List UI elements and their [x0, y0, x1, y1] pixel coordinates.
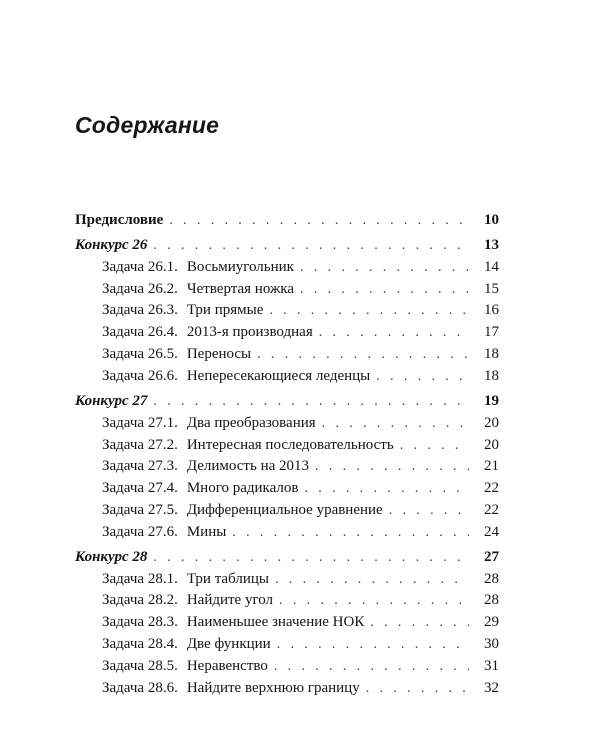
toc-entry-label: Конкурс 27 — [75, 392, 148, 409]
task-number: Задача 27.2. — [102, 436, 178, 453]
task-title: Наименьшее значение НОК — [186, 614, 365, 631]
dot-leader — [400, 435, 469, 457]
task-number: Задача 27.3. — [102, 458, 178, 475]
toc-entry-task[interactable] — [75, 344, 499, 366]
toc-entry-task[interactable] — [75, 366, 499, 388]
task-number: Задача 27.4. — [102, 480, 178, 497]
task-title: Непересекающиеся леденцы — [186, 367, 371, 384]
toc-entry-task[interactable] — [75, 656, 499, 678]
toc-entry-task[interactable] — [75, 569, 499, 591]
toc-entry-contest-27[interactable] — [75, 391, 499, 413]
toc-entry-task[interactable] — [75, 456, 499, 478]
task-title: Мины — [186, 523, 227, 540]
task-number: Задача 28.4. — [102, 636, 178, 653]
toc-entry-task[interactable] — [75, 634, 499, 656]
dot-leader — [389, 500, 469, 522]
page-number: 14 — [484, 258, 499, 275]
task-title: Много радикалов — [186, 480, 299, 497]
dot-leader — [153, 391, 469, 413]
page-number: 30 — [484, 636, 499, 653]
dot-leader — [153, 547, 469, 569]
toc-entry-label: Конкурс 26 — [75, 237, 148, 254]
page-number: 22 — [484, 480, 499, 497]
dot-leader — [300, 257, 469, 279]
page-number: 20 — [484, 436, 499, 453]
task-title: Дифференциальное уравнение — [186, 501, 383, 518]
task-title: 2013-я производная — [186, 324, 313, 341]
dot-leader — [300, 279, 469, 301]
toc-entry-label: Конкурс 28 — [75, 548, 148, 565]
page-number: 18 — [484, 346, 499, 363]
toc-entry-label: Предисловие — [75, 212, 164, 228]
table-of-contents — [75, 210, 499, 699]
toc-entry-task[interactable] — [75, 413, 499, 435]
toc-entry-task[interactable] — [75, 522, 499, 544]
task-number: Задача 28.6. — [102, 679, 178, 696]
toc-entry-contest-26[interactable] — [75, 235, 499, 257]
task-title: Найдите верхнюю границу — [186, 679, 360, 696]
task-title: Четвертая ножка — [186, 280, 295, 297]
dot-leader — [274, 656, 469, 678]
page-number: 10 — [484, 212, 499, 228]
task-number: Задача 26.5. — [102, 346, 178, 363]
page-title: Содержание — [75, 112, 220, 138]
page-number: 13 — [484, 237, 499, 254]
task-title: Неравенство — [186, 657, 268, 674]
dot-leader — [304, 478, 469, 500]
page-number: 27 — [484, 548, 499, 565]
dot-leader — [169, 210, 469, 232]
task-number: Задача 28.3. — [102, 614, 178, 631]
dot-leader — [366, 678, 469, 700]
page-number: 28 — [484, 570, 499, 587]
task-title: Три прямые — [186, 302, 264, 319]
task-title: Найдите угол — [186, 592, 274, 609]
task-number: Задача 28.1. — [102, 570, 178, 587]
toc-entry-task[interactable] — [75, 612, 499, 634]
dot-leader — [275, 569, 469, 591]
task-title: Две функции — [186, 636, 271, 653]
task-title: Интересная последовательность — [186, 436, 394, 453]
page-number: 28 — [484, 592, 499, 609]
task-title: Восьмиугольник — [186, 258, 294, 275]
task-number: Задача 27.1. — [102, 414, 178, 431]
dot-leader — [376, 366, 469, 388]
page-number: 21 — [484, 458, 499, 475]
page-number: 29 — [484, 614, 499, 631]
toc-entry-task[interactable] — [75, 478, 499, 500]
task-number: Задача 26.1. — [102, 258, 178, 275]
toc-entry-task[interactable] — [75, 279, 499, 301]
task-title: Три таблицы — [186, 570, 269, 587]
task-number: Задача 26.6. — [102, 367, 178, 384]
page-number: 22 — [484, 501, 499, 518]
dot-leader — [269, 300, 469, 322]
dot-leader — [153, 235, 469, 257]
toc-entry-task[interactable] — [75, 435, 499, 457]
toc-entry-contest-28[interactable] — [75, 547, 499, 569]
dot-leader — [257, 344, 469, 366]
page-number: 32 — [484, 679, 499, 696]
page-number: 31 — [484, 657, 499, 674]
dot-leader — [277, 634, 469, 656]
task-title: Делимость на 2013 — [186, 458, 310, 475]
toc-entry-task[interactable] — [75, 300, 499, 322]
dot-leader — [279, 590, 469, 612]
task-number: Задача 28.5. — [102, 657, 178, 674]
task-number: Задача 26.2. — [102, 280, 178, 297]
dot-leader — [232, 522, 469, 544]
page-number: 19 — [484, 392, 499, 409]
dot-leader — [319, 322, 469, 344]
task-number: Задача 27.6. — [102, 523, 178, 540]
task-title: Переносы — [186, 346, 252, 363]
task-number: Задача 26.4. — [102, 324, 178, 341]
page-number: 17 — [484, 324, 499, 341]
task-title: Два преобразования — [186, 414, 316, 431]
page-number: 16 — [484, 302, 499, 319]
task-number: Задача 26.3. — [102, 302, 178, 319]
page-number: 15 — [484, 280, 499, 297]
toc-entry-task[interactable] — [75, 500, 499, 522]
dot-leader — [370, 612, 469, 634]
task-number: Задача 28.2. — [102, 592, 178, 609]
dot-leader — [322, 413, 469, 435]
dot-leader — [315, 456, 469, 478]
page-number: 24 — [484, 523, 499, 540]
page-number: 20 — [484, 414, 499, 431]
toc-entry-task[interactable] — [75, 257, 499, 279]
toc-entry-task[interactable] — [75, 678, 499, 700]
task-number: Задача 27.5. — [102, 501, 178, 518]
toc-entry-preface[interactable] — [75, 210, 499, 232]
toc-entry-task[interactable] — [75, 590, 499, 612]
page-number: 18 — [484, 367, 499, 384]
toc-entry-task[interactable] — [75, 322, 499, 344]
